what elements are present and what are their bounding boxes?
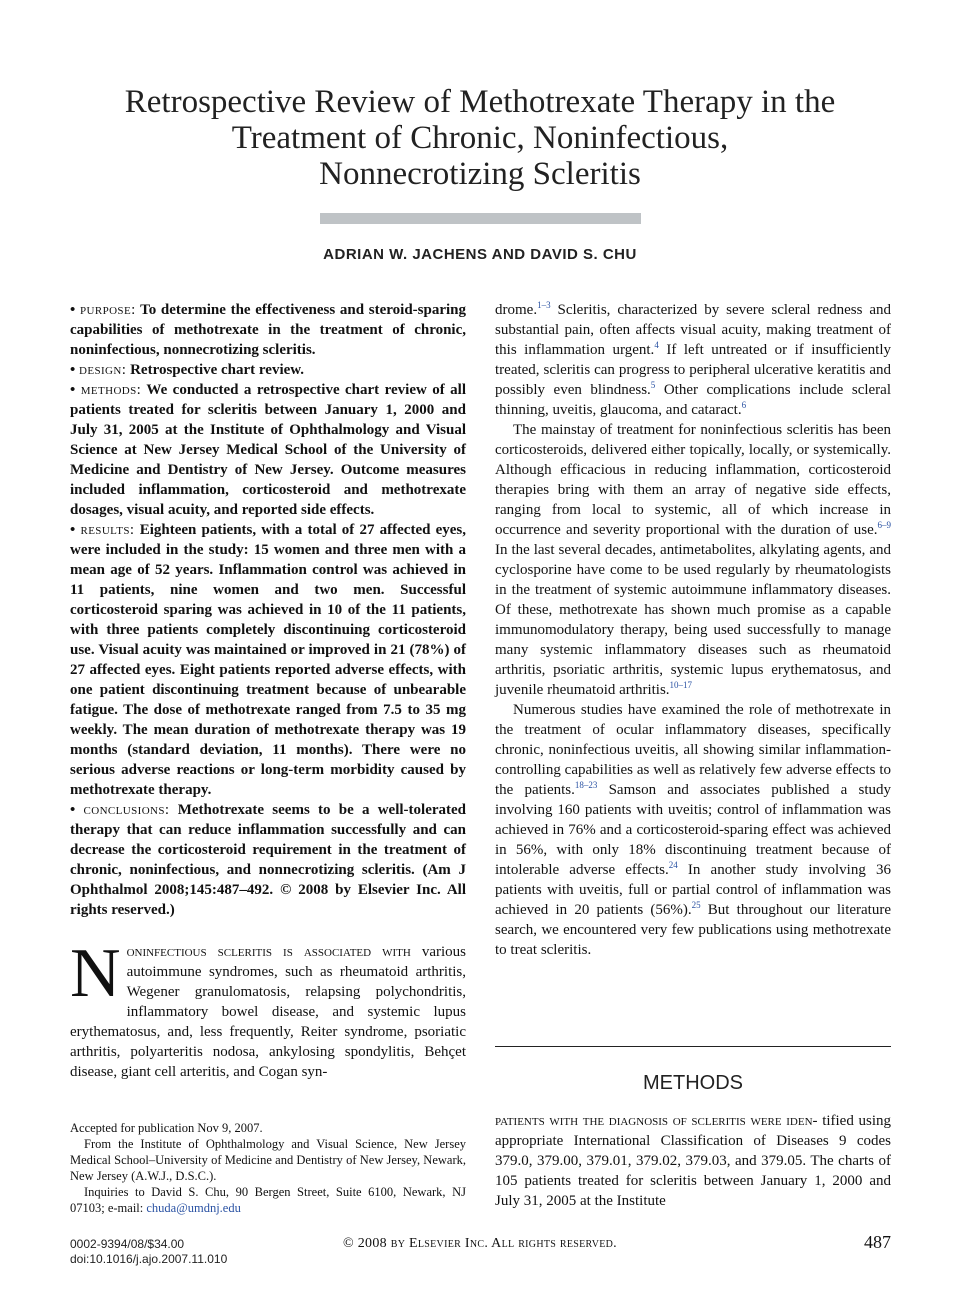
drop-cap: N: [70, 935, 121, 1012]
bullet-icon: •: [70, 382, 76, 398]
citation-ref[interactable]: 25: [691, 900, 701, 910]
citation-ref[interactable]: 10–17: [669, 680, 693, 690]
issn: 0002-9394/08/$34.00: [70, 1237, 185, 1251]
abstract: [70, 300, 466, 920]
right-column: [495, 300, 891, 960]
footnotes: [70, 1120, 466, 1216]
body-text: But throughout our literature search, we encountered very few publications using methotrexate to treat scleritis.: [495, 902, 891, 958]
body-text: The mainstay of treatment for noninfectious scleritis has been corticosteroids, delivered either topically, locally, or systemically. Although efficacious in reducing inflammation, corticosteroid therapies bring with them an array of negative side effects, ranging from local to systemic, all of which increase in occurrence and severity proportional with the duration of use.: [495, 422, 891, 538]
design-text: Retrospective chart review.: [130, 362, 305, 378]
doi: doi:10.1016/j.ajo.2007.11.010: [70, 1252, 228, 1266]
body-paragraph-3: [495, 700, 891, 960]
results-label: results:: [80, 522, 135, 538]
body-text: In the last several decades, antimetabolites, alkylating agents, and cyclosporine have come to be used regularly by rheumatologists in the treatment of systemic autoimmune inflammatory diseases. Of these, methotrexate has shown much promise as a capable immunomodulatory therapy, being used successfully to manage many systemic inflammatory diseases such as rheumatoid arthritis, psoriatic arthritis, systemic lupus erythematosus, and juvenile rheumatoid arthritis.: [495, 542, 891, 698]
title-divider-bar: [320, 213, 641, 224]
results-text: Eighteen patients, with a total of 27 affected eyes, were included in the study: 15 women and three men with a mean age of 52 years. Inflammation control was achieved in 11 patients, nine women and two men. Successful corticosteroid sparing was achieved in 10 of the 11 patients, with three patients completely discontinuing corticosteroid use. Visual acuity was maintained or improved in 21 (78%) of 27 affected eyes. Eight patients reported adverse effects, with one patient discontinuing treatment because of unbearable fatigue. The dose of methotrexate ranged from 7.5 to 35 mg weekly. The mean duration of methotrexate therapy was 19 months (standard deviation, 11 months). There were no serious adverse reactions or long-term morbidity caused by methotrexate therapy.: [70, 522, 467, 798]
copyright-notice: © 2008 by Elsevier Inc. All rights reserved.: [343, 1236, 617, 1251]
conclusions-text: Methotrexate seems to be a well-tolerated therapy that can reduce inflammation successfully and can decrease the corticosteroid requirement in the treatment of chronic, noninfectious, and nonnecrotizing scleritis.: [70, 802, 466, 878]
intro-lead: oninfectious scleritis is associated with: [126, 944, 411, 960]
abstract-design: [70, 360, 466, 380]
abstract-results: [70, 520, 466, 800]
methods-paragraph: [495, 1111, 891, 1211]
citation-ref[interactable]: 6: [741, 400, 747, 410]
accepted-note: Accepted for publication Nov 9, 2007.: [70, 1121, 263, 1135]
page-number: 487: [864, 1232, 891, 1252]
body-text: Other complications include scleral thinning, uveitis, glaucoma, and cataract.: [495, 382, 891, 418]
conclusions-label: conclusions:: [83, 802, 170, 818]
body-text: In another study involving 36 patients with uveitis, full or partial control of inflammation was achieved in 20 patients (56%).: [495, 862, 891, 918]
methods-text: tified using appropriate International Classification of Diseases 9 codes 379.0, 379.00, 379.01, 379.02, 379.03, and 379.05. The charts of 105 patients treated for scleritis between January 1, 2000 and July 31, 2005 at the Institute: [495, 1113, 891, 1209]
bullet-icon: •: [70, 362, 76, 378]
body-paragraph-1: [495, 300, 891, 420]
methods-label: methods:: [80, 382, 142, 398]
bullet-icon: •: [70, 802, 76, 818]
title-line-1: Retrospective Review of Methotrexate Therapy in the: [124, 84, 836, 120]
intro-text: various autoimmune syndromes, such as rheumatoid arthritis, Wegener granulomatosis, relapsing polychondritis, inflammatory bowel disease, and systemic lupus erythematosus, and, less frequently, Reiter syndrome, psoriatic arthritis, polyarteritis nodosa, ankylosing spondylitis, Behçet disease, giant cell arteritis, and Cogan syn-: [70, 944, 467, 1080]
abstract-conclusions: [70, 800, 466, 920]
citation-ref[interactable]: 24: [668, 860, 678, 870]
body-text: Scleritis, characterized by severe scleral redness and substantial pain, often affects visual acuity, making treatment of this inflammation urgent.: [495, 302, 891, 358]
inquiries-note: [70, 1184, 466, 1216]
section-rule: [495, 1046, 891, 1047]
body-text: drome.: [495, 302, 538, 318]
design-label: design:: [79, 362, 127, 378]
bullet-icon: •: [70, 302, 76, 318]
purpose-text: To determine the effectiveness and steroid-sparing capabilities of methotrexate in the treatment of chronic, noninfectious, nonnecrotizing scleritis.: [70, 302, 467, 358]
abstract-purpose: [70, 300, 466, 360]
body-paragraph-2: [495, 420, 891, 700]
body-text: Numerous studies have examined the role of methotrexate in the treatment of ocular inflammatory diseases, specifically chronic, noninfectious uveitis, all showing similar inflammation-controlling capabilities as well as relatively few adverse effects to the patients.: [495, 702, 891, 798]
methods-heading: METHODS: [643, 1072, 743, 1094]
purpose-label: purpose:: [79, 302, 136, 318]
title-line-3: Nonnecrotizing Scleritis: [319, 156, 641, 192]
email-link[interactable]: chuda@umdnj.edu: [146, 1201, 241, 1215]
methods-text: We conducted a retrospective chart review of all patients treated for scleritis between January 1, 2000 and July 31, 2005 at the Institute of Ophthalmology and Visual Science at New Jersey Medical School of the University of Medicine and Dentistry of New Jersey. Outcome measures included inflammation, corticosteroid and methotrexate dosages, visual acuity, and reported side effects.: [70, 382, 466, 518]
citation-ref[interactable]: 5: [650, 380, 656, 390]
inquiries-text: Inquiries to David S. Chu, 90 Bergen Street, Suite 6100, Newark, NJ 07103; e-mail:: [70, 1185, 466, 1215]
citation-ref[interactable]: 1–3: [537, 300, 551, 310]
methods-lead: patients with the diagnosis of scleritis were iden-: [495, 1113, 818, 1129]
citation-ref[interactable]: 6–9: [877, 520, 891, 530]
body-text: If left untreated or if insufficiently treated, scleritis can progress to peripheral ulcerative keratitis and possibly even blindness.: [495, 342, 891, 398]
citation-ref[interactable]: 4: [654, 340, 659, 350]
title-line-2: Treatment of Chronic, Noninfectious,: [231, 120, 729, 156]
abstract-methods: [70, 380, 466, 520]
body-text: Samson and associates published a study involving 160 patients with uveitis; control of inflammation was achieved in 76% and a corticosteroid-sparing effect was achieved in 56%, with only 18% discontinuing treatment because of intolerable adverse effects.: [495, 782, 892, 878]
introduction: [70, 935, 467, 1082]
abstract-citation: (Am J Ophthalmol 2008;145:487–492. © 2008 by Elsevier Inc. All rights reserved.): [70, 862, 466, 918]
bullet-icon: •: [70, 522, 76, 538]
left-column: [70, 300, 466, 1082]
citation-ref[interactable]: 18–23: [574, 780, 598, 790]
article-title: [0, 84, 960, 192]
author-list: ADRIAN W. JACHENS AND DAVID S. CHU: [323, 246, 637, 263]
affiliation-note: From the Institute of Ophthalmology and Visual Science, New Jersey Medical School–University of Medicine and Dentistry of New Jersey, Newark, New Jersey (A.W.J., D.S.C.).: [70, 1137, 466, 1183]
